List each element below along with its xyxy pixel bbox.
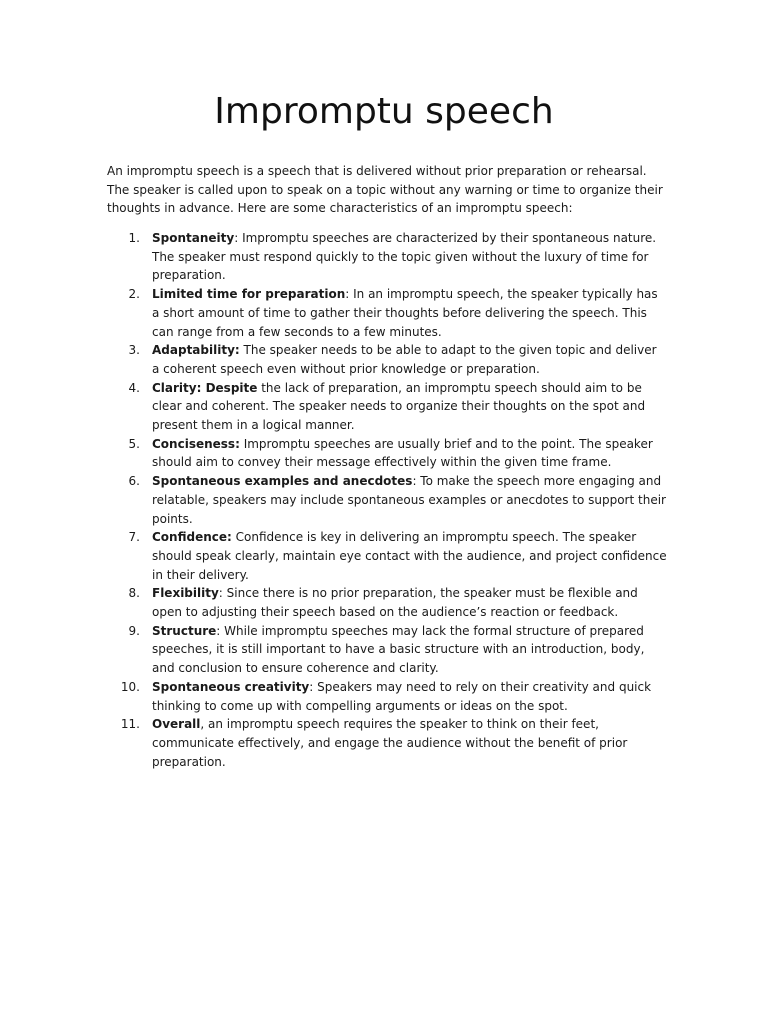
list-item xyxy=(107,379,667,435)
list-item-text: Impromptu speeches are usually brief and to the point. The speaker should aim to convey their message effectively within the given time frame. xyxy=(152,436,653,470)
list-item xyxy=(107,341,667,378)
list-item-number: 11. xyxy=(120,717,140,732)
list-item-term: Flexibility xyxy=(152,586,219,601)
list-item-text: Confidence is key in delivering an impromptu speech. The speaker should speak clearly, maintain eye contact with the audience, and project confidence in their delivery. xyxy=(152,530,667,582)
list-item-text: : In an impromptu speech, the speaker typically has a short amount of time to gather their thoughts before delivering the speech. This can range from a few seconds to a few minutes. xyxy=(152,287,658,339)
list-item-term: Clarity: Despite xyxy=(152,380,258,395)
list-item-number: 7. xyxy=(128,530,140,545)
list-item-text: : To make the speech more engaging and relatable, speakers may include spontaneous examples or anecdotes to support their points. xyxy=(152,474,666,526)
list-item-number: 6. xyxy=(128,474,140,489)
list-item xyxy=(107,285,667,341)
list-item xyxy=(107,435,667,472)
list-item-number: 2. xyxy=(128,287,140,302)
list-item xyxy=(107,715,667,771)
list-item-text: The speaker needs to be able to adapt to the given topic and deliver a coherent speech even without prior knowledge or preparation. xyxy=(152,343,657,376)
list-item-number: 1. xyxy=(128,231,140,245)
list-item-text: : Since there is no prior preparation, the speaker must be flexible and open to adjusting their speech based on the audience’s reaction or feedback. xyxy=(152,586,638,620)
list-item-number: 9. xyxy=(128,623,140,638)
list-item-number: 5. xyxy=(128,436,140,451)
list-item xyxy=(107,678,667,715)
list-item-term: Conciseness: xyxy=(152,436,240,451)
list-item-number: 8. xyxy=(128,586,140,601)
list-item-term: Limited time for preparation xyxy=(152,287,346,302)
list-item-text: : Impromptu speeches are characterized by their spontaneous nature. The speaker must respond quickly to the topic given without the luxury of time for preparation. xyxy=(152,231,657,283)
list-item-number: 4. xyxy=(128,380,140,395)
document-title: Impromptu speech xyxy=(214,91,554,132)
list-item-text: , an impromptu speech requires the speaker to think on their feet, communicate effectively, and engage the audience without the benefit of prior preparation. xyxy=(152,717,628,769)
list-item-term: Confidence: xyxy=(152,530,232,545)
list-item-term: Structure xyxy=(152,623,217,638)
list-item xyxy=(107,229,667,285)
list-item-term: Spontaneity xyxy=(152,231,235,245)
list-item-text: : While impromptu speeches may lack the formal structure of prepared speeches, it is still important to have a basic structure with an introduction, body, and conclusion to ensure coherence and clarity. xyxy=(152,623,645,676)
list-item-number: 3. xyxy=(128,343,140,358)
list-item-term: Adaptability: xyxy=(152,343,240,358)
intro-paragraph: An impromptu speech is a speech that is delivered without prior preparation or rehearsal. The speaker is called upon to speak on a topic without any warning or time to organize their thoughts in advance. Here are some characteristics of an impromptu speech: xyxy=(107,164,663,216)
list-item-text: the lack of preparation, an impromptu speech should aim to be clear and coherent. The speaker needs to organize their thoughts on the spot and present them in a logical manner. xyxy=(152,380,646,433)
list-item xyxy=(107,528,667,584)
list-item xyxy=(107,584,667,621)
list-item-number: 10. xyxy=(120,679,140,694)
list-item-term: Spontaneous examples and anecdotes xyxy=(152,474,413,489)
list-item xyxy=(107,622,667,678)
list-item-term: Spontaneous creativity xyxy=(152,679,310,694)
list-item xyxy=(107,472,667,528)
list-item-text: : Speakers may need to rely on their creativity and quick thinking to come up with compelling arguments or ideas on the spot. xyxy=(152,679,652,713)
characteristics-list xyxy=(107,229,667,771)
list-item-term: Overall xyxy=(152,717,201,732)
